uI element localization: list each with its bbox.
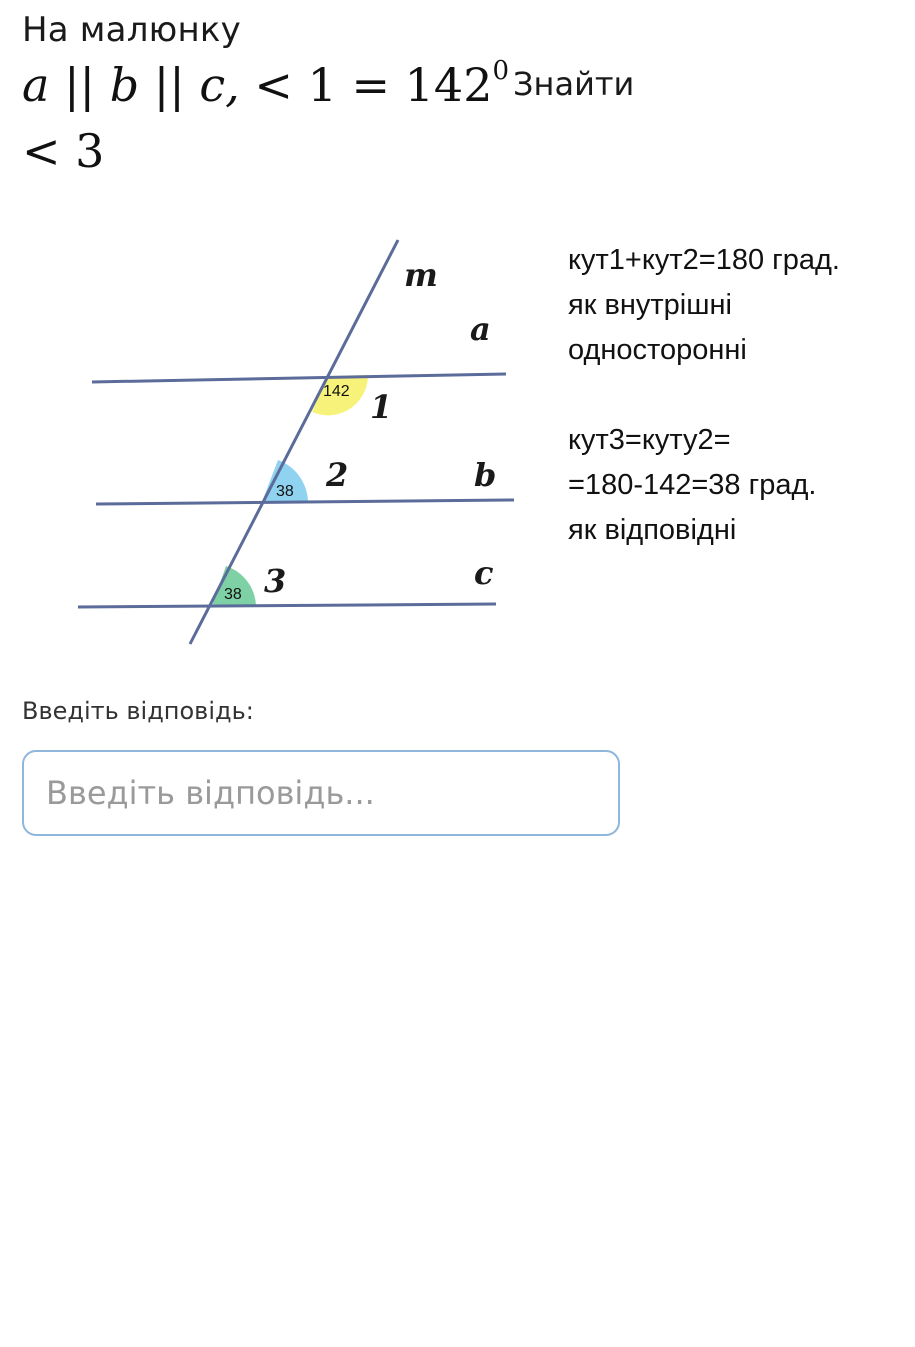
math-equals: = [351, 58, 391, 112]
math-degree: 0 [492, 55, 510, 86]
label-m: m [404, 256, 438, 294]
answer-label: Введіть відповідь: [22, 697, 254, 725]
answer-input[interactable] [22, 750, 620, 836]
math-parallel-1: || [64, 58, 96, 112]
question-intro: На малюнку [22, 10, 241, 50]
question-math-line2: < 3 [22, 124, 105, 178]
solution-line: як внутрішні [568, 289, 732, 321]
math-parallel-2: || [153, 58, 185, 112]
math-a: a [22, 58, 50, 112]
label-angle2: 2 [326, 456, 349, 494]
value-angle2: 38 [276, 483, 294, 500]
solution-line: =180-142=38 град. [568, 469, 817, 501]
line-a [92, 374, 506, 382]
math-one: 1 [307, 58, 337, 112]
math-angle-sign: < [254, 58, 293, 112]
math-value: 142 [404, 58, 493, 112]
geometry-diagram [0, 220, 560, 670]
label-angle3: 3 [264, 562, 287, 600]
solution-text [568, 238, 908, 553]
line-b [96, 500, 514, 504]
solution-gap [568, 373, 908, 418]
solution-line: як відповідні [568, 514, 737, 546]
label-a: a [470, 310, 491, 348]
solution-line: односторонні [568, 334, 747, 366]
math-b: b [109, 58, 140, 112]
label-angle1: 1 [370, 388, 393, 426]
line-m [190, 240, 398, 644]
label-c: c [474, 554, 494, 592]
find-text: Знайти [513, 65, 635, 103]
value-angle3: 38 [224, 586, 242, 603]
math-c: c, [199, 58, 240, 112]
line-c [78, 604, 496, 607]
value-angle1: 142 [323, 383, 350, 400]
question-math [22, 55, 635, 112]
solution-line: кут3=куту2= [568, 424, 731, 456]
label-b: b [474, 456, 497, 494]
solution-line: кут1+кут2=180 град. [568, 244, 840, 276]
